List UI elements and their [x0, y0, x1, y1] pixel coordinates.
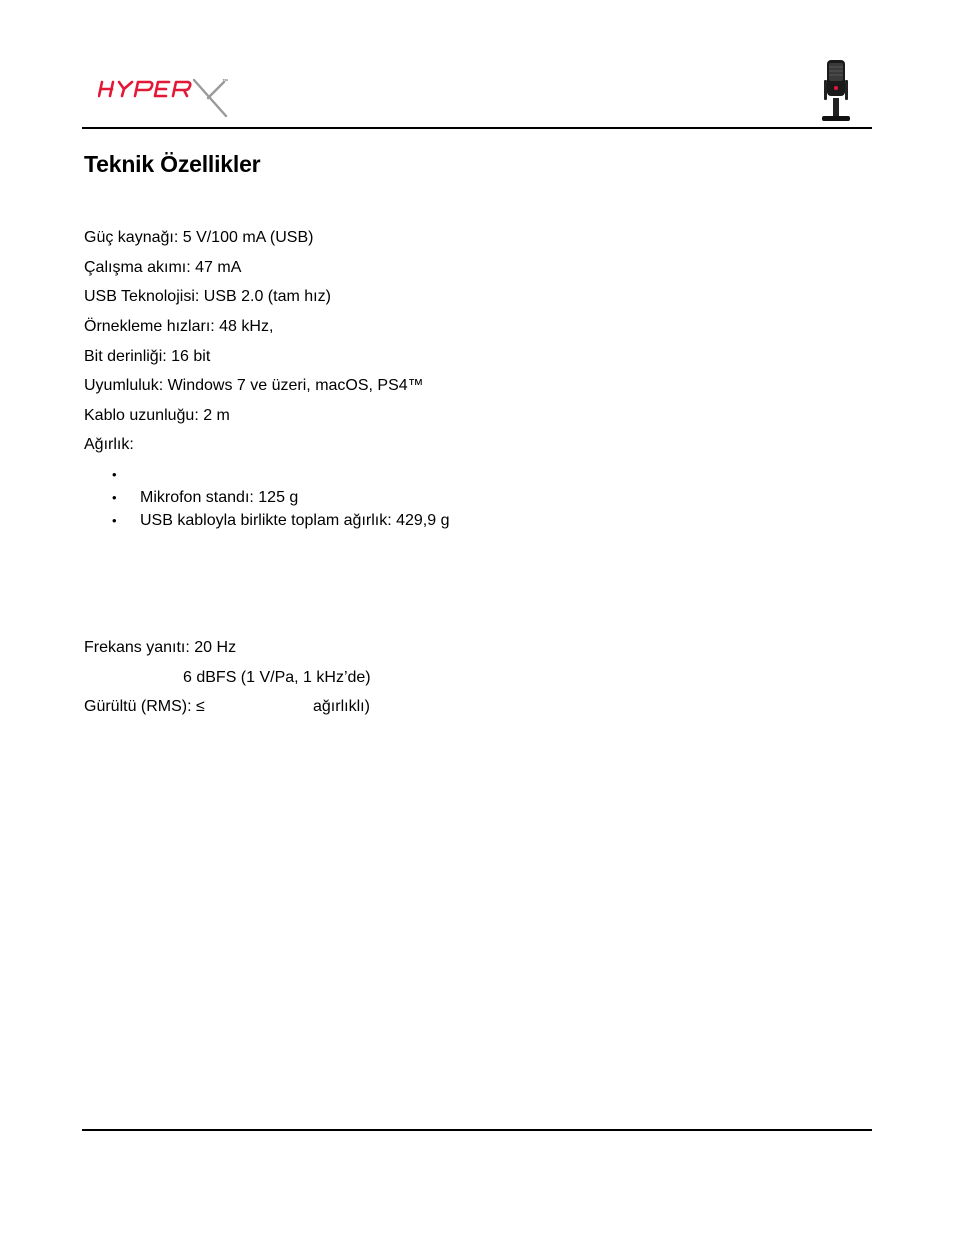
spec-power-supply: Güç kaynağı: 5 V/100 mA (USB) — [84, 229, 314, 246]
microphone-icon — [818, 58, 854, 124]
header-divider — [82, 127, 872, 129]
spec-sensitivity: 6 dBFS (1 V/Pa, 1 kHz’de) — [183, 669, 371, 686]
bullet-icon — [112, 465, 140, 485]
page-title: Teknik Özellikler — [84, 151, 261, 177]
list-item — [112, 511, 449, 531]
list-item — [112, 465, 140, 485]
spec-sample-rate: Örnekleme hızları: 48 kHz, — [84, 318, 274, 335]
spec-cable-length: Kablo uzunluğu: 2 m — [84, 407, 230, 424]
list-item-text: USB kabloyla birlikte toplam ağırlık: 429,9 g — [140, 512, 450, 529]
spec-noise-suffix: ağırlıklı) — [313, 698, 370, 715]
spec-weight-heading: Ağırlık: — [84, 436, 134, 453]
spec-compatibility: Uyumluluk: Windows 7 ve üzeri, macOS, PS4™ — [84, 377, 424, 394]
bullet-icon — [112, 488, 140, 508]
spec-bit-depth: Bit derinliği: 16 bit — [84, 348, 211, 365]
list-item-text: Mikrofon standı: 125 g — [140, 489, 299, 506]
spec-operating-current: Çalışma akımı: 47 mA — [84, 259, 242, 276]
trademark-text: ™ — [222, 79, 228, 85]
hyperx-logo — [98, 72, 232, 118]
list-item — [112, 488, 298, 508]
spec-noise-prefix: Gürültü (RMS): ≤ — [84, 698, 205, 715]
spec-frequency-response: Frekans yanıtı: 20 Hz — [84, 639, 237, 656]
spec-usb-technology: USB Teknolojisi: USB 2.0 (tam hız) — [84, 288, 331, 305]
bullet-icon — [112, 511, 140, 531]
footer-divider — [82, 1129, 872, 1131]
